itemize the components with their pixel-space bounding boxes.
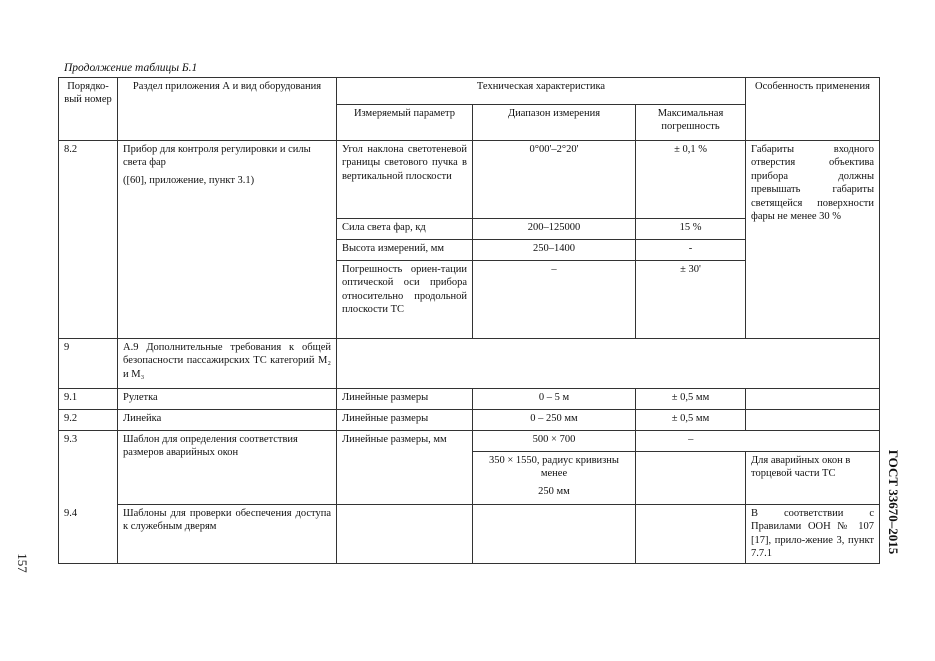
table-row [59,505,880,564]
page-number-text: 157 [15,553,30,573]
row-number: 8.2 [59,141,118,339]
equipment-description: Рулетка [118,389,337,410]
row-number: 9.3 [59,431,118,505]
header-section: Раздел приложения А и вид оборудования [118,78,337,141]
header-row-1 [59,78,880,105]
range-cell: 0 – 250 мм [473,410,636,431]
error-cell: ± 0,1 % [636,141,746,219]
header-range: Диапазон измерения [473,105,636,141]
error-cell: ± 30' [636,261,746,339]
param-cell: Линейные размеры, мм [337,431,473,505]
range-cell: – [473,261,636,339]
error-cell: – [636,431,746,452]
error-cell: ± 0,5 мм [636,410,746,431]
range-text: 350 × 1550, радиус кривизны менее [489,455,619,480]
range-cell: 0 – 5 м [473,389,636,410]
row-number: 9.1 [59,389,118,410]
range-cell [473,505,636,564]
feature-cell: Габариты входного отверстия объектива прибора должны превышать габариты светящейся поверхности фары не менее 30 % [746,141,880,339]
row-number: 9 [59,339,118,389]
empty-cell [337,339,880,389]
equipment-description: Линейка [118,410,337,431]
standard-text: ГОСТ 33670–2015 [886,449,901,555]
error-cell: 15 % [636,219,746,240]
param-cell: Сила света фар, кд [337,219,473,240]
range-cell: 200–125000 [473,219,636,240]
table-row [59,141,880,219]
header-param: Измеряемый параметр [337,105,473,141]
table-row [59,389,880,410]
feature-cell [746,410,880,431]
param-cell: Высота измерений, мм [337,240,473,261]
header-tech-characteristic: Техническая характеристика [337,78,746,105]
equipment-reference: ([60], приложение, пункт 3.1) [123,174,255,186]
error-cell: - [636,240,746,261]
param-cell: Линейные размеры [337,410,473,431]
table-row [59,339,880,389]
header-error: Максимальная погрешность [636,105,746,141]
error-cell [636,505,746,564]
range-text-continued: 250 мм [538,485,570,497]
row-number: 9.2 [59,410,118,431]
error-cell: ± 0,5 мм [636,389,746,410]
error-cell [636,452,746,505]
param-cell [337,505,473,564]
standard-label [883,442,903,562]
feature-cell [746,431,880,452]
range-cell: 0°00'–2°20' [473,141,636,219]
row-number: 9.4 [59,505,118,564]
equipment-description: Шаблоны для проверки обеспечения доступа к служебным дверям [118,505,337,564]
feature-cell: В соответствии с Правилами ООН № 107 [17], прило-жение 3, пункт 7.7.1 [746,505,880,564]
range-cell: 500 × 700 [473,431,636,452]
feature-cell: Для аварийных окон в торцевой части ТС [746,452,880,505]
param-cell: Угол наклона светотеневой границы светового пучка в вертикальной плоскости [337,141,473,219]
table-caption: Продолжение таблицы Б.1 [64,62,198,74]
range-cell: 250–1400 [473,240,636,261]
range-cell [473,452,636,505]
header-order-number: Порядко-вый номер [59,78,118,141]
equipment-table [58,77,880,564]
feature-cell [746,389,880,410]
param-cell: Погрешность ориен-тации оптической оси прибора относительно продольной плоскости ТС [337,261,473,339]
section-title-cell: А.9 Дополнительные требования к общей безопасности пассажирских ТС категорий M₂ и M₃ [118,339,337,389]
table-row [59,410,880,431]
equipment-description: Шаблон для определения соответствия размеров аварийных окон [118,431,337,505]
equipment-description: Прибор для контроля регулировки и силы света фар [123,144,311,169]
equipment-cell [118,141,337,339]
page-number [12,548,32,578]
table-row [59,431,880,452]
header-feature: Особенность применения [746,78,880,141]
param-cell: Линейные размеры [337,389,473,410]
